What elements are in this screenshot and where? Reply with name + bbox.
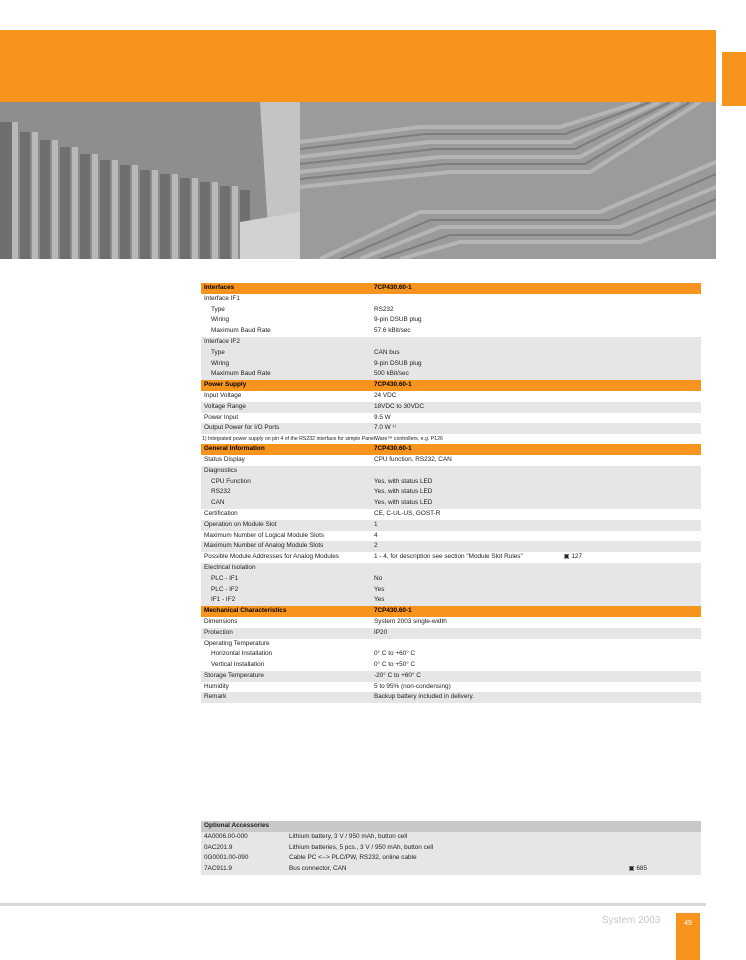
- spec-row: [201, 337, 701, 348]
- spec-row: [201, 477, 701, 488]
- chapter-tab-marker: [722, 52, 746, 106]
- spec-value-cell: [371, 639, 701, 650]
- accessory-description: Cable PC <--> PLC/PW, RS232, online cable: [286, 853, 562, 864]
- spec-label-cell: [201, 466, 371, 477]
- spec-value: RS232: [374, 305, 394, 313]
- spec-row: [201, 455, 701, 466]
- spec-value-cell: [371, 315, 701, 326]
- spec-value-cell: [371, 595, 701, 606]
- header-photo-circuit-board: [0, 102, 716, 259]
- section-title: General Information: [201, 444, 371, 455]
- accessory-description: Lithium batteries, 5 pcs., 3 V / 950 mAh, button cell: [286, 843, 562, 854]
- spec-value: 24 VDC: [374, 391, 397, 399]
- section-title: Power Supply: [201, 380, 371, 391]
- spec-label-cell: [201, 692, 371, 703]
- section-title: Interfaces: [201, 283, 371, 294]
- spec-label-cell: [201, 639, 371, 650]
- spec-row: [201, 682, 701, 693]
- footer-divider: [0, 903, 706, 906]
- spec-label: Humidity: [204, 682, 229, 690]
- spec-value-cell: [371, 541, 701, 552]
- spec-label-cell: [201, 649, 371, 660]
- spec-label: Wiring: [211, 359, 230, 367]
- spec-label: IF1 - IF2: [211, 596, 236, 604]
- spec-value: Yes: [374, 585, 385, 593]
- spec-value-cell: [371, 402, 701, 413]
- spec-label: Maximum Number of Logical Module Slots: [204, 531, 325, 539]
- spec-value-cell: [371, 498, 701, 509]
- page-number: 49: [676, 913, 700, 960]
- accessory-description: Bus connector, CAN: [286, 864, 562, 875]
- header-orange-band: [0, 30, 716, 102]
- spec-label: Certification: [204, 509, 238, 517]
- spec-value: Yes: [374, 596, 385, 604]
- spec-value: 1: [374, 520, 378, 528]
- spec-row: [201, 531, 701, 542]
- spec-label: RS232: [211, 488, 231, 496]
- spec-row: [201, 369, 701, 380]
- spec-value-cell: [371, 348, 701, 359]
- spec-row: [201, 628, 701, 639]
- spec-label: Operation on Module Slot: [204, 520, 277, 528]
- section-header-row: [201, 283, 701, 294]
- spec-label-cell: [201, 574, 371, 585]
- spec-label-cell: [201, 391, 371, 402]
- spec-label-cell: [201, 660, 371, 671]
- spec-row: [201, 413, 701, 424]
- accessories-header-row: [201, 821, 701, 832]
- footnote-row: [201, 434, 701, 444]
- spec-value: -20° C to +60° C: [374, 671, 421, 679]
- spec-label: Interface IF2: [204, 337, 240, 345]
- section-header-row: [201, 606, 701, 617]
- spec-label: Interface IF1: [204, 294, 240, 302]
- spec-value-cell: [371, 509, 701, 520]
- spec-label-cell: [201, 585, 371, 596]
- spec-label-cell: [201, 595, 371, 606]
- spec-label-cell: [201, 348, 371, 359]
- spec-label-cell: [201, 294, 371, 305]
- footnote-text: 1) Integrated power supply on pin 4 of the RS232 interface for simple PanelWare™ controllers, e.g. P126: [201, 434, 701, 444]
- spec-label-cell: [201, 617, 371, 628]
- spec-label-cell: [201, 413, 371, 424]
- spec-value-cell: [371, 369, 701, 380]
- spec-value-cell: [371, 671, 701, 682]
- accessory-code: 0AC201.9: [201, 843, 286, 854]
- spec-label: Output Power for I/O Ports: [204, 424, 280, 432]
- spec-label-cell: [201, 552, 371, 563]
- spec-value: Yes, with status LED: [374, 499, 433, 507]
- spec-label-cell: [201, 305, 371, 316]
- spec-label: Input Voltage: [204, 391, 242, 399]
- accessory-description: Lithium battery, 3 V / 950 mAh, button cell: [286, 832, 562, 843]
- spec-label-cell: [201, 498, 371, 509]
- spec-row: [201, 660, 701, 671]
- spec-row: [201, 359, 701, 370]
- accessory-row: [201, 832, 701, 843]
- spec-row: [201, 639, 701, 650]
- spec-value-cell: [371, 294, 701, 305]
- section-header-row: [201, 444, 701, 455]
- spec-label: PLC - IF2: [211, 585, 239, 593]
- spec-row: [201, 315, 701, 326]
- spec-label: PLC - IF1: [211, 574, 239, 582]
- spec-label: Possible Module Addresses for Analog Modules: [204, 553, 339, 561]
- section-model-number: 7CP430.60-1: [371, 380, 701, 391]
- section-model-number: 7CP430.60-1: [371, 283, 701, 294]
- spec-label-cell: [201, 671, 371, 682]
- spec-row: [201, 671, 701, 682]
- spec-label-cell: [201, 628, 371, 639]
- specifications-table: [201, 283, 701, 703]
- spec-row: [201, 391, 701, 402]
- spec-label: Dimensions: [204, 617, 238, 625]
- spec-label: Maximum Number of Analog Module Slots: [204, 542, 324, 550]
- footer-product-title: System 2003: [602, 915, 661, 926]
- spec-value-cell: [371, 487, 701, 498]
- spec-value-cell: [371, 359, 701, 370]
- spec-label-cell: [201, 315, 371, 326]
- spec-value-cell: [371, 326, 701, 337]
- spec-value: 18VDC to 30VDC: [374, 402, 425, 410]
- accessories-title: Optional Accessories: [201, 821, 701, 832]
- spec-label: Diagnostics: [204, 466, 238, 474]
- section-model-number: 7CP430.60-1: [371, 444, 701, 455]
- spec-row: [201, 423, 701, 434]
- spec-label-cell: [201, 423, 371, 434]
- spec-value-cell: [371, 391, 701, 402]
- spec-row: [201, 649, 701, 660]
- spec-value: 4: [374, 531, 378, 539]
- spec-value: 2: [374, 542, 378, 550]
- spec-label-cell: [201, 477, 371, 488]
- optional-accessories-table: [201, 821, 701, 875]
- spec-row: [201, 617, 701, 628]
- spec-row: [201, 348, 701, 359]
- spec-value: 500 kBit/sec: [374, 370, 409, 378]
- spec-value-cell: [371, 477, 701, 488]
- spec-value-cell: [371, 585, 701, 596]
- spec-label-cell: [201, 359, 371, 370]
- spec-value: 57.6 kBit/sec: [374, 327, 411, 335]
- spec-label: Protection: [204, 628, 233, 636]
- spec-label-cell: [201, 563, 371, 574]
- spec-row: [201, 498, 701, 509]
- spec-label: Vertical Installation: [211, 661, 265, 669]
- spec-value: 5 to 95% (non-condensing): [374, 682, 451, 690]
- spec-value: 9-pin DSUB plug: [374, 359, 422, 367]
- spec-value-cell: [371, 628, 701, 639]
- spec-label-cell: [201, 520, 371, 531]
- spec-value-cell: [371, 563, 701, 574]
- spec-row: [201, 326, 701, 337]
- accessory-page-reference: [562, 853, 701, 864]
- accessory-row: [201, 864, 701, 875]
- spec-label-cell: [201, 487, 371, 498]
- spec-value: CE, C-UL-US, GOST-R: [374, 509, 441, 517]
- spec-row: [201, 509, 701, 520]
- spec-value: Backup battery included in delivery.: [374, 693, 475, 701]
- spec-label: Operating Temperature: [204, 639, 270, 647]
- spec-value-cell: [371, 660, 701, 671]
- spec-value-cell: [371, 617, 701, 628]
- spec-value-cell: [371, 552, 701, 563]
- spec-value: CAN bus: [374, 348, 400, 356]
- spec-label-cell: [201, 402, 371, 413]
- spec-value: CPU function, RS232, CAN: [374, 455, 452, 463]
- spec-value-cell: [371, 531, 701, 542]
- spec-row: [201, 305, 701, 316]
- spec-value-cell: [371, 337, 701, 348]
- spec-row: [201, 466, 701, 477]
- accessory-code: 4A0006.00-000: [201, 832, 286, 843]
- section-model-number: 7CP430.60-1: [371, 606, 701, 617]
- spec-row: [201, 563, 701, 574]
- spec-label-cell: [201, 369, 371, 380]
- accessory-code: 0G0001.00-090: [201, 853, 286, 864]
- spec-value: No: [374, 574, 383, 582]
- spec-label-cell: [201, 326, 371, 337]
- spec-label: Maximum Baud Rate: [211, 327, 271, 335]
- spec-label: CAN: [211, 499, 225, 507]
- spec-row: [201, 692, 701, 703]
- spec-value-cell: [371, 466, 701, 477]
- spec-value-cell: [371, 455, 701, 466]
- spec-label: Storage Temperature: [204, 671, 264, 679]
- spec-row: [201, 294, 701, 305]
- spec-label-cell: [201, 531, 371, 542]
- section-header-row: [201, 380, 701, 391]
- spec-label: Status Display: [204, 455, 245, 463]
- spec-value-cell: [371, 520, 701, 531]
- spec-value: System 2003 single-width: [374, 617, 447, 625]
- spec-value: 9.5 W: [374, 413, 391, 421]
- spec-value-cell: [371, 649, 701, 660]
- spec-label-cell: [201, 541, 371, 552]
- spec-row: [201, 487, 701, 498]
- spec-value: 1 - 4, for description see section "Module Slot Rules": [374, 553, 523, 561]
- accessory-code: 7AC911.9: [201, 864, 286, 875]
- spec-label: Maximum Baud Rate: [211, 370, 271, 378]
- spec-row: [201, 585, 701, 596]
- spec-label: Horizontal Installation: [211, 650, 273, 658]
- spec-row: [201, 595, 701, 606]
- spec-label-cell: [201, 509, 371, 520]
- spec-value-cell: [371, 423, 701, 434]
- spec-label: Voltage Range: [204, 402, 246, 410]
- spec-row: [201, 541, 701, 552]
- accessory-page-reference[interactable]: ▣ 685: [562, 864, 701, 875]
- spec-value: 0° C to +50° C: [374, 661, 416, 669]
- spec-value-cell: [371, 574, 701, 585]
- spec-value-cell: [371, 692, 701, 703]
- spec-label: Power Input: [204, 413, 239, 421]
- spec-label: Type: [211, 348, 225, 356]
- spec-value-cell: [371, 413, 701, 424]
- spec-label: Wiring: [211, 316, 230, 324]
- page-reference-link[interactable]: ▣ 127: [563, 553, 582, 561]
- spec-value: 9-pin DSUB plug: [374, 316, 422, 324]
- accessory-page-reference: [562, 843, 701, 854]
- spec-row: [201, 402, 701, 413]
- spec-label-cell: [201, 455, 371, 466]
- spec-label: CPU Function: [211, 477, 251, 485]
- spec-label: Remark: [204, 693, 227, 701]
- spec-label: Type: [211, 305, 225, 313]
- spec-value: Yes, with status LED: [374, 477, 433, 485]
- spec-row: [201, 552, 701, 563]
- accessory-row: [201, 843, 701, 854]
- accessory-row: [201, 853, 701, 864]
- spec-label: Electrical Isolation: [204, 563, 256, 571]
- accessory-page-reference: [562, 832, 701, 843]
- spec-row: [201, 520, 701, 531]
- spec-value-cell: [371, 682, 701, 693]
- spec-value-cell: [371, 305, 701, 316]
- spec-label-cell: [201, 337, 371, 348]
- spec-value: IP20: [374, 628, 388, 636]
- spec-label-cell: [201, 682, 371, 693]
- spec-value: 0° C to +60° C: [374, 650, 416, 658]
- spec-value: 7.0 W ¹⁾: [374, 424, 397, 432]
- spec-value: Yes, with status LED: [374, 488, 433, 496]
- section-title: Mechanical Characteristics: [201, 606, 371, 617]
- spec-row: [201, 574, 701, 585]
